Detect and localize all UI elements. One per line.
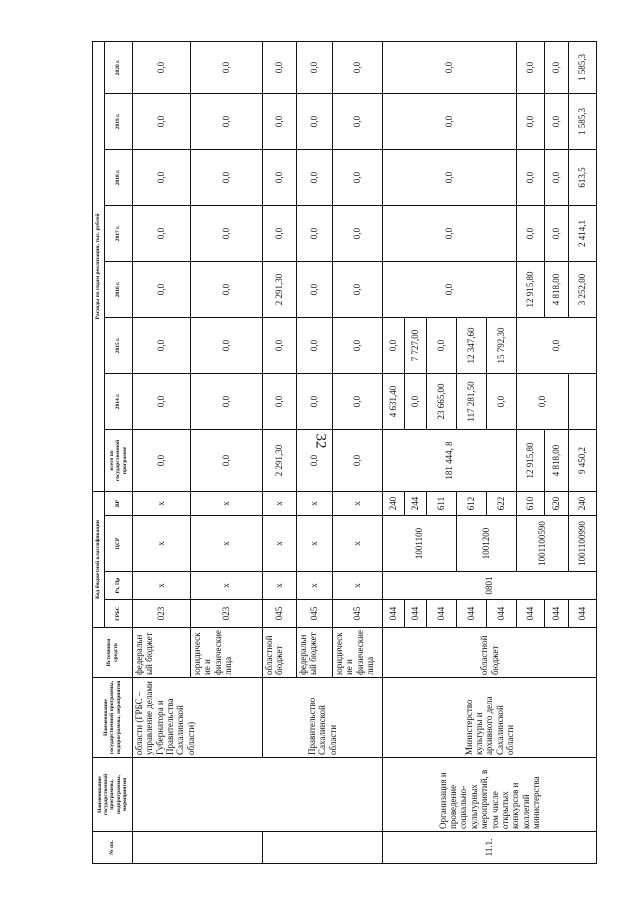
csr-cell: 1001100 xyxy=(383,516,457,572)
csr-cell: 1001100990 xyxy=(569,516,597,572)
source-cell: областной бюджет xyxy=(263,628,297,678)
grbs-cell: 023 xyxy=(191,600,263,628)
vr-cell: 610 xyxy=(517,491,545,515)
header-csr: ЦСР xyxy=(105,516,133,572)
header-executor: Наименование государственной программы, подпрограммы, мероприятия xyxy=(93,678,133,758)
header-source: Источники средств xyxy=(93,628,133,678)
y2017-cell: 0,0 xyxy=(133,205,191,261)
ministry-source: областной бюджет xyxy=(383,628,597,678)
table-row xyxy=(263,41,297,863)
y2017-cell: 0,0 xyxy=(297,205,333,261)
executor-ministry: Министерство культуры и архивного дела Сахалинской области xyxy=(383,678,597,758)
item-number: 11.1. xyxy=(383,832,597,864)
y2015-cell: 0,0 xyxy=(427,317,457,373)
cell-empty xyxy=(133,832,263,864)
y2019-cell: 0,0 xyxy=(545,93,569,149)
grbs-cell: 044 xyxy=(487,600,517,628)
header-vr: ВР xyxy=(105,491,133,515)
page-number: 32 xyxy=(312,433,329,449)
y2015-cell: 0,0 xyxy=(333,317,383,373)
rzpr-cell: 0801 xyxy=(383,572,597,600)
grbs-cell: 044 xyxy=(383,600,405,628)
header-total: всего по государственной программе xyxy=(105,429,133,491)
total-cell: 181 444, 8 xyxy=(383,429,517,491)
y2015-cell: 7 727,00 xyxy=(405,317,427,373)
header-2018: 2018 г. xyxy=(105,149,133,205)
y2020-cell: 1 585,3 xyxy=(569,41,597,93)
vr-cell: 622 xyxy=(487,491,517,515)
header-rzpr: Рз, Пр xyxy=(105,572,133,600)
y2018-cell: 0,0 xyxy=(333,149,383,205)
executor-government: Правительство Сахалинской области xyxy=(263,678,383,758)
source-cell: юридические и физические лица xyxy=(191,628,263,678)
grbs-cell: 044 xyxy=(427,600,457,628)
y2014-cell: 23 665,00 xyxy=(427,373,457,429)
y2016-cell: 4 818,00 xyxy=(545,261,569,317)
y2019-cell: 0,0 xyxy=(333,93,383,149)
header-name: Наименование государственной программы, подпрограммы, мероприятия xyxy=(93,758,133,832)
table-row xyxy=(133,41,191,863)
y2017-cell: 0,0 xyxy=(191,205,263,261)
csr-cell: 1001100590 xyxy=(517,516,569,572)
y2017-cell: 0,0 xyxy=(545,205,569,261)
rzpr-cell: х xyxy=(297,572,333,600)
y2016-cell: 3 252,00 xyxy=(569,261,597,317)
vr-cell: 240 xyxy=(383,491,405,515)
header-2020: 2020 г. xyxy=(105,41,133,93)
source-cell: федеральный бюджет xyxy=(297,628,333,678)
vr-cell: х xyxy=(297,491,333,515)
y2017-cell: 2 414,1 xyxy=(569,205,597,261)
header-2019: 2019 г. xyxy=(105,93,133,149)
y2014-cell: 0,0 xyxy=(405,373,427,429)
csr-cell: х xyxy=(133,516,191,572)
y2016-cell: 0,0 xyxy=(383,261,517,317)
header-2016: 2016 г. xyxy=(105,261,133,317)
header-2017: 2017 г. xyxy=(105,205,133,261)
y2017-cell: 0,0 xyxy=(383,205,517,261)
y2018-cell: 0,0 xyxy=(383,149,517,205)
y2018-cell: 0,0 xyxy=(263,149,297,205)
y2019-cell: 0,0 xyxy=(297,93,333,149)
vr-cell: 620 xyxy=(545,491,569,515)
vr-cell: 240 xyxy=(569,491,597,515)
y2014-cell: 117 281,50 xyxy=(457,373,487,429)
budget-table-rotated xyxy=(92,46,588,864)
total-cell: 2 291,30 xyxy=(263,429,297,491)
csr-cell: х xyxy=(191,516,263,572)
y2015-cell: 0,0 xyxy=(191,317,263,373)
total-cell: 0,0 xyxy=(297,429,333,491)
y2020-cell: 0,0 xyxy=(263,41,297,93)
y2020-cell: 0,0 xyxy=(191,41,263,93)
y2015-cell: 0,0 xyxy=(517,317,597,373)
cell-empty xyxy=(133,758,383,832)
grbs-cell: 045 xyxy=(333,600,383,628)
y2016-cell: 0,0 xyxy=(297,261,333,317)
vr-cell: х xyxy=(191,491,263,515)
grbs-cell: 044 xyxy=(457,600,487,628)
y2017-cell: 0,0 xyxy=(517,205,545,261)
y2020-cell: 0,0 xyxy=(133,41,191,93)
cell-empty xyxy=(263,832,383,864)
table-row xyxy=(383,41,405,863)
y2014-cell: 0,0 xyxy=(487,373,517,429)
grbs-cell: 023 xyxy=(133,600,191,628)
y2018-cell: 613,5 xyxy=(569,149,597,205)
total-cell: 12 915,80 xyxy=(517,429,545,491)
executor-gubernator: области (ГРБС – управление делами Губернатора и Правительства Сахалинской области) xyxy=(133,678,263,758)
y2020-cell: 0,0 xyxy=(333,41,383,93)
header-years-group: Расходы по годам реализации, тыс. рублей xyxy=(93,41,105,491)
y2015-cell: 12 347,60 xyxy=(457,317,487,373)
y2019-cell: 1 585,3 xyxy=(569,93,597,149)
total-cell: 0,0 xyxy=(191,429,263,491)
y2020-cell: 0,0 xyxy=(517,41,545,93)
y2014-cell: 4 631,40 xyxy=(383,373,405,429)
header-2015: 2015 г. xyxy=(105,317,133,373)
vr-cell: 611 xyxy=(427,491,457,515)
y2016-cell: 2 291,30 xyxy=(263,261,297,317)
budget-table xyxy=(92,41,597,864)
csr-cell: х xyxy=(333,516,383,572)
y2014-cell: 0,0 xyxy=(333,373,383,429)
header-no: № пп. xyxy=(93,832,133,864)
y2018-cell: 0,0 xyxy=(517,149,545,205)
header-grbs: ГРБС xyxy=(105,600,133,628)
vr-cell: х xyxy=(333,491,383,515)
y2017-cell: 0,0 xyxy=(333,205,383,261)
y2019-cell: 0,0 xyxy=(517,93,545,149)
y2019-cell: 0,0 xyxy=(133,93,191,149)
y2018-cell: 0,0 xyxy=(191,149,263,205)
grbs-cell: 045 xyxy=(297,600,333,628)
y2018-cell: 0,0 xyxy=(545,149,569,205)
y2020-cell: 0,0 xyxy=(297,41,333,93)
grbs-cell: 044 xyxy=(569,600,597,628)
csr-cell: х xyxy=(263,516,297,572)
y2015-cell: 0,0 xyxy=(263,317,297,373)
grbs-cell: 045 xyxy=(263,600,297,628)
y2020-cell: 0,0 xyxy=(383,41,517,93)
y2016-cell: 0,0 xyxy=(191,261,263,317)
vr-cell: 244 xyxy=(405,491,427,515)
y2015-cell: 15 792,30 xyxy=(487,317,517,373)
total-cell: 0,0 xyxy=(133,429,191,491)
y2014-cell: 0,0 xyxy=(191,373,263,429)
y2019-cell: 0,0 xyxy=(263,93,297,149)
source-cell: федеральный бюджет xyxy=(133,628,191,678)
y2020-cell: 0,0 xyxy=(545,41,569,93)
y2016-cell: 12 915,80 xyxy=(517,261,545,317)
source-cell: юридические и физические лица xyxy=(333,628,383,678)
y2015-cell: 0,0 xyxy=(297,317,333,373)
grbs-cell: 044 xyxy=(545,600,569,628)
y2014-cell: 0,0 xyxy=(263,373,297,429)
y2016-cell: 0,0 xyxy=(333,261,383,317)
rzpr-cell: х xyxy=(333,572,383,600)
csr-cell: х xyxy=(297,516,333,572)
grbs-cell: 044 xyxy=(405,600,427,628)
vr-cell: х xyxy=(263,491,297,515)
total-cell: 0,0 xyxy=(333,429,383,491)
y2017-cell: 0,0 xyxy=(263,205,297,261)
item-name: Организация и проведение социально-культурных мероприятий, в том числе открытых конкурсов и коллегий министерства xyxy=(383,758,597,832)
header-2014: 2014 г. xyxy=(105,373,133,429)
y2015-cell: 0,0 xyxy=(133,317,191,373)
y2018-cell: 0,0 xyxy=(133,149,191,205)
grbs-cell: 044 xyxy=(517,600,545,628)
y2014-cell: 0,0 xyxy=(297,373,333,429)
header-budget-classification: Код бюджетной классификации xyxy=(93,491,105,627)
y2014-cell: 0,0 xyxy=(517,373,569,429)
y2014-cell: 0,0 xyxy=(133,373,191,429)
y2019-cell: 0,0 xyxy=(383,93,517,149)
rzpr-cell: х xyxy=(263,572,297,600)
total-cell: 9 450,2 xyxy=(569,429,597,491)
vr-cell: 612 xyxy=(457,491,487,515)
y2016-cell: 0,0 xyxy=(133,261,191,317)
rzpr-cell: х xyxy=(191,572,263,600)
y2015-cell: 0,0 xyxy=(383,317,405,373)
y2019-cell: 0,0 xyxy=(191,93,263,149)
rzpr-cell: х xyxy=(133,572,191,600)
y2018-cell: 0,0 xyxy=(297,149,333,205)
y2014-cell xyxy=(569,373,597,429)
vr-cell: х xyxy=(133,491,191,515)
csr-cell: 1001200 xyxy=(457,516,517,572)
total-cell: 4 818,00 xyxy=(545,429,569,491)
